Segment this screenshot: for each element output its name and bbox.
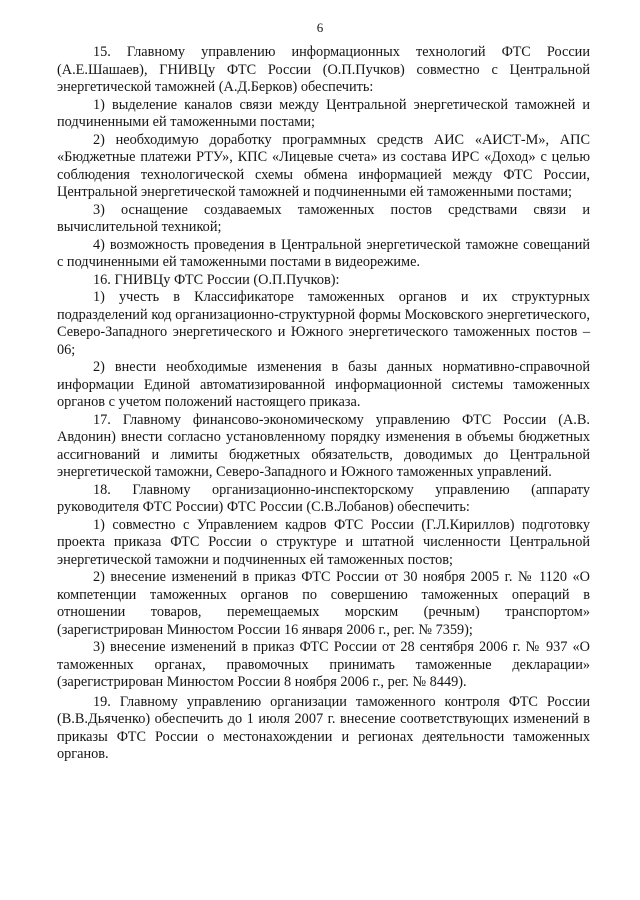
paragraph-19: 19. Главному управлению организации таможенного контроля ФТС России (В.В.Дьяченко) обеспечить до 1 июля 2007 г. внесение соответствующих изменений в приказы ФТС России о местонахождении и регионах деятельности таможенных органов. (57, 693, 590, 762)
paragraph-18-item-2: 2) внесение изменений в приказ ФТС России от 30 ноября 2005 г. № 1120 «О компетенции таможенных органов по совершению таможенных операций в отношении товаров, перемещаемых морским (речным) транспортом» (зарегистрирован Минюстом России 16 января 2006 г., рег. № 7359); (57, 569, 590, 638)
paragraph-15-item-1: 1) выделение каналов связи между Центральной энергетической таможней и подчиненными ей таможенными постами; (57, 96, 590, 130)
paragraph-15-item-2: 2) необходимую доработку программных средств АИС «АИСТ-М», АПС «Бюджетные платежи РТУ», КПС «Лицевые счета» из состава ИРС «Доход» с целью соблюдения технологической схемы обмена информацией между ФТС России, Центральной энергетической таможней и подчиненными ей таможенными постами; (57, 131, 590, 200)
paragraph-16-item-1: 1) учесть в Классификаторе таможенных органов и их структурных подразделений код организационно-структурной формы Московского энергетического, Северо-Западного энергетического и Южного энергетического таможенных постов – 06; (57, 289, 590, 358)
page-number: 6 (316, 20, 324, 35)
paragraph-18-item-1: 1) совместно с Управлением кадров ФТС России (Г.Л.Кириллов) подготовку проекта приказа ФТС России о структуре и штатной численности Центральной энергетической таможни и подчиненных ей таможенных постов; (57, 516, 590, 568)
paragraph-18: 18. Главному организационно-инспекторскому управлению (аппарату руководителя ФТС России) ФТС России (С.В.Лобанов) обеспечить: (57, 481, 590, 515)
paragraph-18-item-3: 3) внесение изменений в приказ ФТС России от 28 сентября 2006 г. № 937 «О таможенных органах, правомочных принимать таможенные декларации» (зарегистрирован Минюстом России 8 ноября 2006 г., рег. № 8449). (57, 639, 590, 690)
paragraph-15: 15. Главному управлению информационных технологий ФТС России (А.Е.Шашаев), ГНИВЦу ФТС России (О.П.Пучков) совместно с Центральной энергетической таможней (А.Д.Берков) обеспечить: (57, 44, 590, 95)
paragraph-17: 17. Главному финансово-экономическому управлению ФТС России (А.В. Авдонин) внести согласно установленному порядку изменения в объемы бюджетных ассигнований и лимиты бюджетных обязательств, доводимых до Центральной энергетической таможни, Северо-Западного и Южного таможенных управлений. (57, 411, 590, 480)
paragraph-15-item-3: 3) оснащение создаваемых таможенных постов средствами связи и вычислительной техникой; (57, 201, 590, 235)
paragraph-16-item-2: 2) внести необходимые изменения в базы данных нормативно-справочной информации Единой автоматизированной информационной системы таможенных органов с учетом положений настоящего приказа. (57, 359, 590, 410)
document-body (57, 44, 590, 764)
paragraph-15-item-4: 4) возможность проведения в Центральной энергетической таможне совещаний с подчиненными ей таможенными постами в видеорежиме. (57, 236, 590, 270)
paragraph-16: 16. ГНИВЦу ФТС России (О.П.Пучков): (93, 271, 340, 288)
